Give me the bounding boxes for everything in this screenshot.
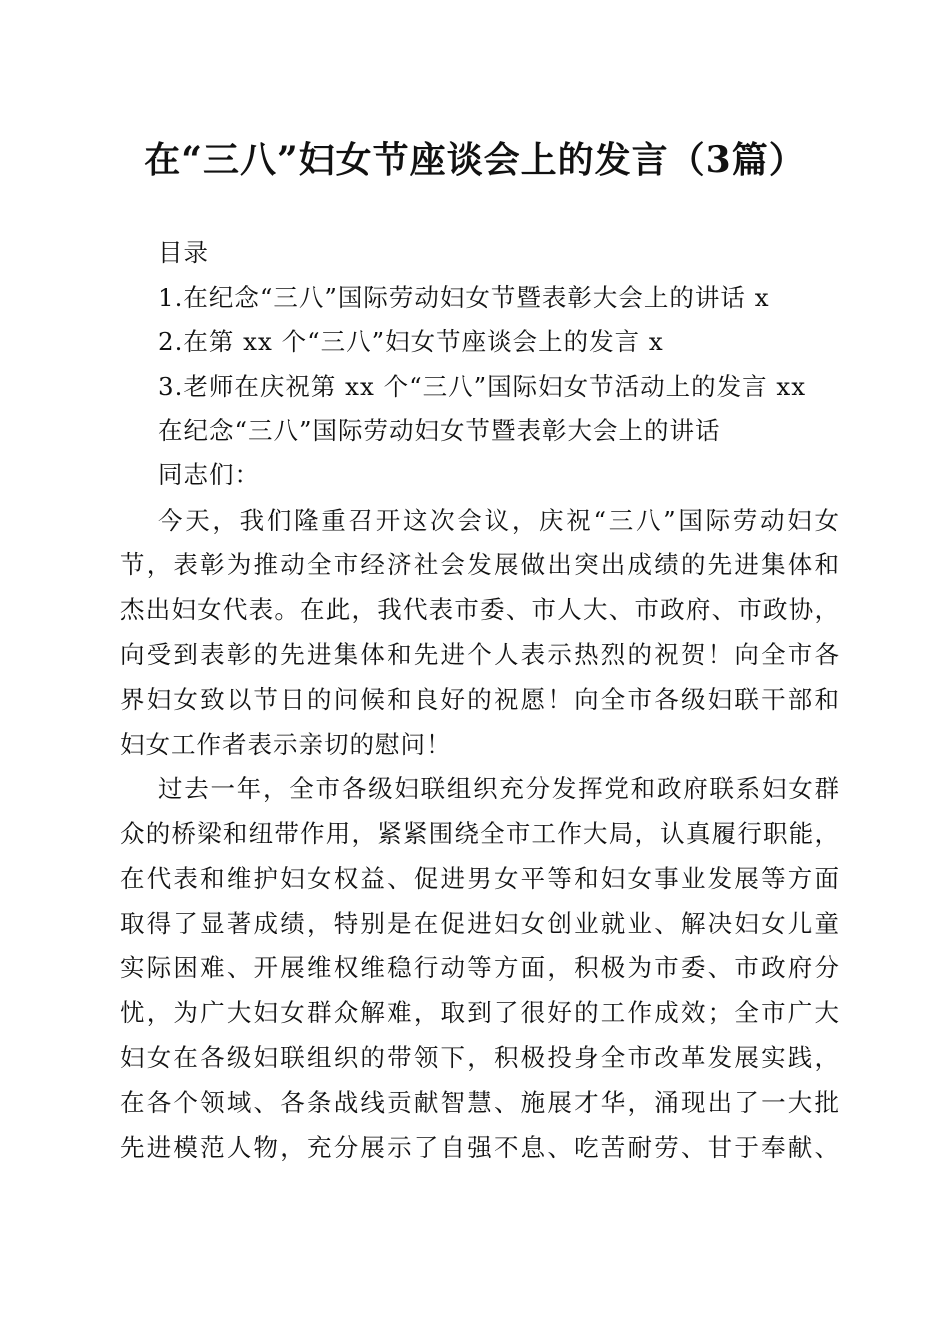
toc-item: 2.在第 xx 个“三八”妇女节座谈会上的发言 x [158,327,664,356]
paragraph-2-line: 取得了显著成绩，特别是在促进妇女创业就业、解决妇女儿童 [120,909,840,938]
paragraph-2-line: 过去一年，全市各级妇联组织充分发挥党和政府联系妇女群 [158,774,840,803]
paragraph-1-line: 杰出妇女代表。在此，我代表市委、市人大、市政府、市政协， [120,595,840,624]
paragraph-2-line: 在各个领域、各条战线贡献智慧、施展才华，涌现出了一大批 [120,1088,840,1117]
paragraph-1-line: 妇女工作者表示亲切的慰问！ [120,730,452,759]
toc-heading: 目录 [158,238,209,267]
paragraph-2-line: 先进模范人物，充分展示了自强不息、吃苦耐劳、甘于奉献、 [120,1133,840,1162]
paragraph-2-line: 忧，为广大妇女群众解难，取到了很好的工作成效；全市广大 [120,998,840,1027]
document-title: 在“三八”妇女节座谈会上的发言（3篇） [144,139,806,181]
toc-item: 3.老师在庆祝第 xx 个“三八”国际妇女节活动上的发言 xx [158,372,807,401]
paragraph-1-line: 向受到表彰的先进集体和先进个人表示热烈的祝贺！向全市各 [120,640,840,669]
paragraph-1-line: 今天，我们隆重召开这次会议，庆祝“三八”国际劳动妇女 [158,506,840,535]
paragraph-2-line: 在代表和维护妇女权益、促进男女平等和妇女事业发展等方面 [120,864,840,893]
paragraph-1-line: 节，表彰为推动全市经济社会发展做出突出成绩的先进集体和 [120,550,840,579]
paragraph-1-line: 界妇女致以节日的问候和良好的祝愿！向全市各级妇联干部和 [120,685,840,714]
toc-item: 1.在纪念“三八”国际劳动妇女节暨表彰大会上的讲话 x [158,283,770,312]
paragraph-2-line: 实际困难、开展维权维稳行动等方面，积极为市委、市政府分 [120,953,840,982]
paragraph-2-line: 众的桥梁和纽带作用，紧紧围绕全市工作大局，认真履行职能， [120,819,840,848]
paragraph-2-line: 妇女在各级妇联组织的带领下，积极投身全市改革发展实践， [120,1043,840,1072]
salutation: 同志们： [158,460,260,489]
section-title: 在纪念“三八”国际劳动妇女节暨表彰大会上的讲话 [158,416,721,445]
